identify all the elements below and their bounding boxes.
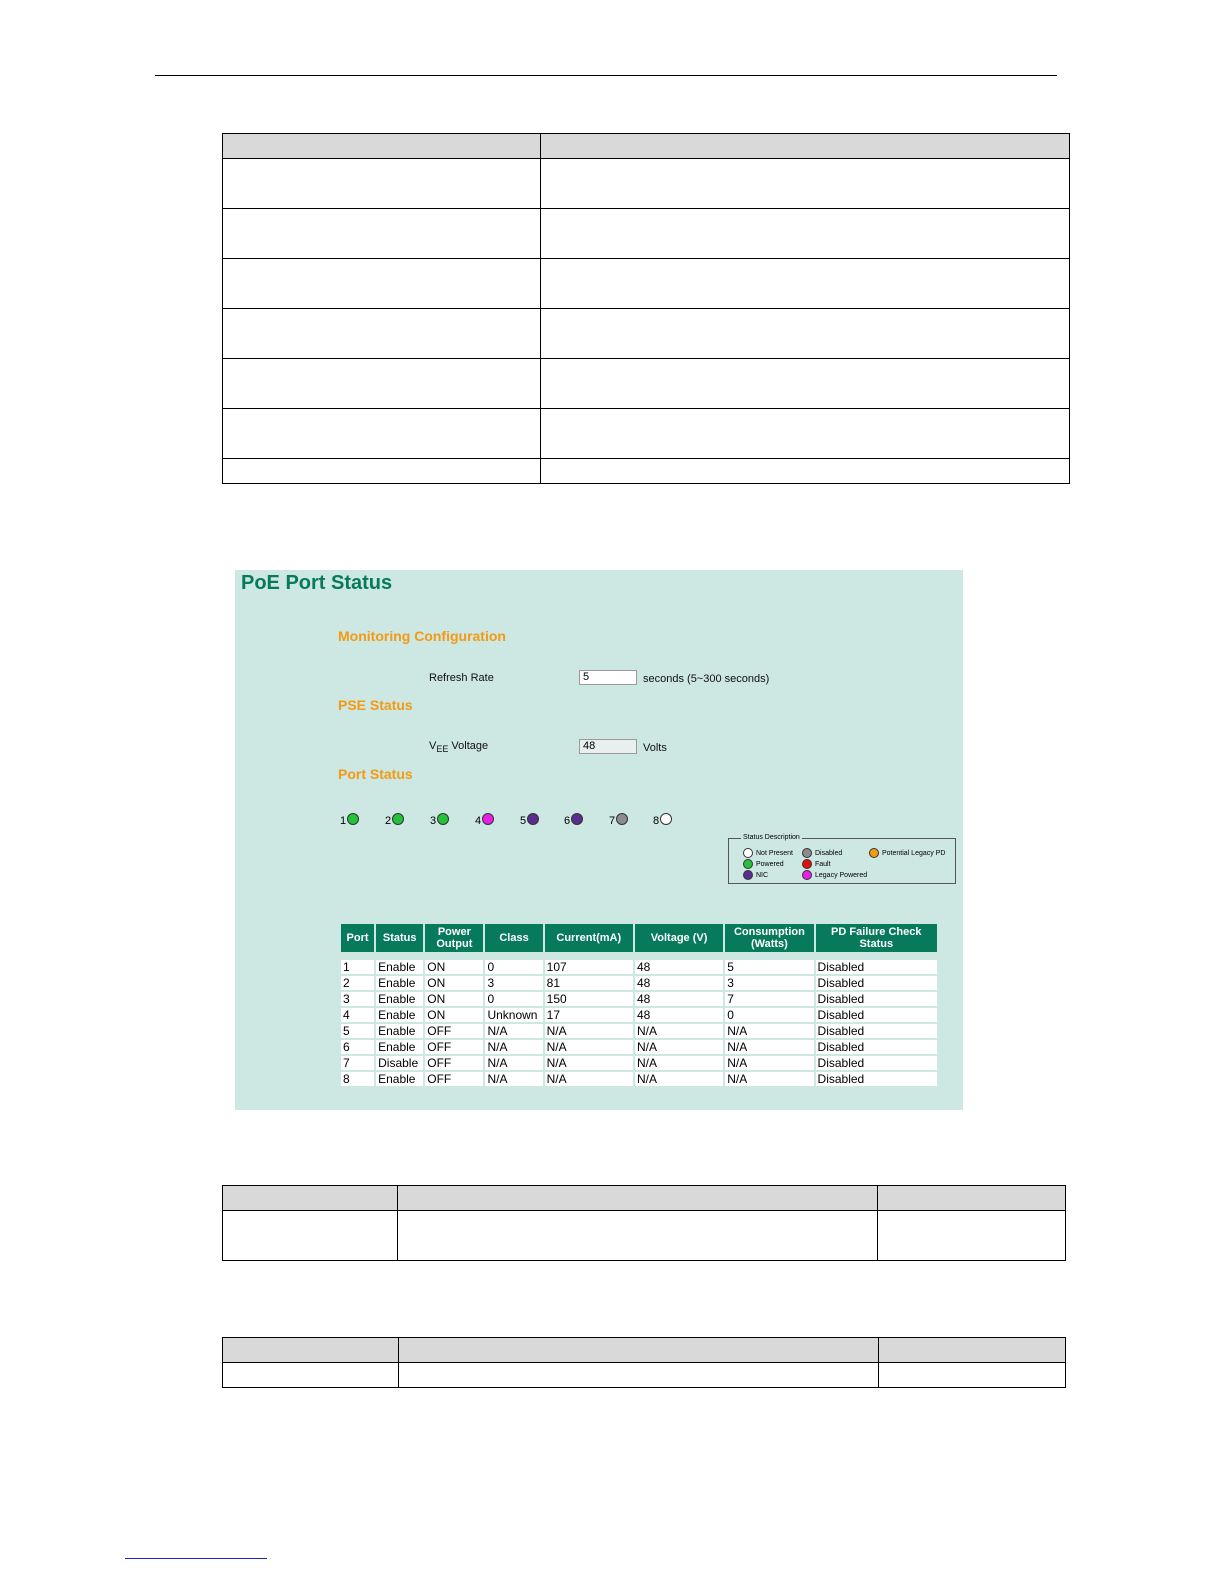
status-dot-icon <box>437 813 449 825</box>
table-row <box>341 1056 937 1070</box>
cell-power-output: ON <box>425 992 483 1006</box>
cell-class: N/A <box>485 1072 542 1086</box>
table-cell <box>223 459 541 484</box>
port-number: 1 <box>340 815 347 827</box>
vee-voltage-unit: Volts <box>643 742 667 754</box>
settings-table-bottom <box>222 1337 1066 1388</box>
monitoring-config-heading: Monitoring Configuration <box>338 628 506 644</box>
port-indicator-5 <box>520 813 539 827</box>
cell-current: 17 <box>545 1008 633 1022</box>
not-present-dot-icon <box>743 848 753 858</box>
legend-label: Not Present <box>756 849 793 857</box>
cell-port: 8 <box>341 1072 374 1086</box>
cell-current: N/A <box>545 1072 633 1086</box>
fault-dot-icon <box>802 859 812 869</box>
table-cell <box>541 309 1070 359</box>
cell-consumption: 5 <box>725 960 813 974</box>
port-number: 5 <box>520 815 527 827</box>
cell-pd-failure: Disabled <box>816 1040 937 1054</box>
cell-voltage: 48 <box>635 1008 723 1022</box>
table-header-cell <box>223 1186 398 1211</box>
cell-class: 0 <box>485 992 542 1006</box>
cell-port: 5 <box>341 1024 374 1038</box>
table-cell <box>398 1211 878 1261</box>
status-dot-icon <box>392 813 404 825</box>
cell-class: 3 <box>485 976 542 990</box>
cell-port: 1 <box>341 960 374 974</box>
column-header: Port <box>341 924 374 952</box>
port-indicator-1 <box>340 813 359 827</box>
cell-current: 150 <box>545 992 633 1006</box>
cell-status: Enable <box>376 992 423 1006</box>
cell-status: Enable <box>376 1040 423 1054</box>
column-header: Status <box>376 924 423 952</box>
cell-port: 3 <box>341 992 374 1006</box>
cell-class: Unknown <box>485 1008 542 1022</box>
cell-class: 0 <box>485 960 542 974</box>
cell-voltage: 48 <box>635 960 723 974</box>
legend-item <box>743 848 793 858</box>
cell-consumption: 3 <box>725 976 813 990</box>
refresh-rate-unit: seconds (5~300 seconds) <box>643 673 770 685</box>
table-cell <box>223 409 541 459</box>
column-header: PD Failure Check Status <box>816 924 937 952</box>
cell-port: 4 <box>341 1008 374 1022</box>
poe-port-status-screenshot <box>235 570 963 1110</box>
port-indicator-8 <box>653 813 672 827</box>
vee-voltage-label <box>429 740 488 754</box>
table-cell <box>541 259 1070 309</box>
legend-label: Powered <box>756 860 784 868</box>
table-row <box>341 1040 937 1054</box>
cell-current: N/A <box>545 1056 633 1070</box>
table-cell <box>541 209 1070 259</box>
vee-main: V <box>429 740 437 752</box>
header-rule <box>155 75 1057 76</box>
table-cell <box>541 459 1070 484</box>
status-dot-icon <box>571 813 583 825</box>
legend-label: Fault <box>815 860 831 868</box>
cell-pd-failure: Disabled <box>816 1072 937 1086</box>
status-dot-icon <box>660 813 672 825</box>
port-number: 3 <box>430 815 437 827</box>
cell-class: N/A <box>485 1056 542 1070</box>
cell-pd-failure: Disabled <box>816 1024 937 1038</box>
column-header: Current(mA) <box>545 924 633 952</box>
cell-power-output: OFF <box>425 1024 483 1038</box>
status-dot-icon <box>482 813 494 825</box>
column-header: Voltage (V) <box>635 924 723 952</box>
potential-legacy-dot-icon <box>869 848 879 858</box>
cell-consumption: N/A <box>725 1024 813 1038</box>
port-indicator-7 <box>609 813 628 827</box>
table-row <box>341 960 937 974</box>
table-cell <box>541 359 1070 409</box>
table-cell <box>878 1211 1066 1261</box>
legacy-powered-dot-icon <box>802 870 812 880</box>
cell-status: Enable <box>376 976 423 990</box>
cell-consumption: N/A <box>725 1072 813 1086</box>
cell-voltage: N/A <box>635 1072 723 1086</box>
cell-power-output: OFF <box>425 1040 483 1054</box>
table-header-cell <box>879 1338 1066 1363</box>
table-header-cell <box>541 134 1070 159</box>
legend-item <box>743 859 784 869</box>
legend-item <box>802 859 831 869</box>
table-row <box>341 992 937 1006</box>
footer-link-underline <box>125 1558 267 1559</box>
vee-subscript: EE <box>436 744 449 755</box>
cell-current: N/A <box>545 1024 633 1038</box>
cell-status: Enable <box>376 1072 423 1086</box>
cell-voltage: N/A <box>635 1024 723 1038</box>
settings-table-middle <box>222 1185 1066 1261</box>
table-header-cell <box>398 1186 878 1211</box>
cell-voltage: 48 <box>635 976 723 990</box>
legend-item <box>802 870 867 880</box>
column-header: Power Output <box>425 924 483 952</box>
table-row <box>341 1024 937 1038</box>
cell-voltage: N/A <box>635 1040 723 1054</box>
status-dot-icon <box>616 813 628 825</box>
table-cell <box>223 1211 398 1261</box>
port-indicator-2 <box>385 813 404 827</box>
cell-port: 2 <box>341 976 374 990</box>
vee-voltage-field: 48 <box>579 739 637 754</box>
cell-current: 81 <box>545 976 633 990</box>
port-number: 2 <box>385 815 392 827</box>
port-number: 4 <box>475 815 482 827</box>
cell-power-output: OFF <box>425 1056 483 1070</box>
table-cell <box>223 159 541 209</box>
table-cell <box>879 1363 1066 1388</box>
column-header: Class <box>485 924 542 952</box>
cell-power-output: OFF <box>425 1072 483 1086</box>
status-dot-icon <box>527 813 539 825</box>
table-cell <box>223 359 541 409</box>
port-number: 8 <box>653 815 660 827</box>
table-row <box>341 1072 937 1086</box>
page-title: PoE Port Status <box>241 572 393 594</box>
cell-pd-failure: Disabled <box>816 976 937 990</box>
vee-rest: Voltage <box>448 740 489 752</box>
table-cell <box>223 259 541 309</box>
table-cell <box>541 159 1070 209</box>
legend-label: Disabled <box>815 849 843 857</box>
cell-class: N/A <box>485 1024 542 1038</box>
disabled-dot-icon <box>802 848 812 858</box>
cell-status: Enable <box>376 1024 423 1038</box>
table-row <box>341 976 937 990</box>
port-status-heading: Port Status <box>338 766 413 782</box>
powered-dot-icon <box>743 859 753 869</box>
legend-label: NIC <box>756 871 769 879</box>
legend-label: Legacy Powered <box>815 871 868 879</box>
column-header: Consumption (Watts) <box>725 924 813 952</box>
port-indicator-6 <box>564 813 583 827</box>
cell-consumption: 7 <box>725 992 813 1006</box>
cell-pd-failure: Disabled <box>816 960 937 974</box>
cell-status: Enable <box>376 960 423 974</box>
nic-dot-icon <box>743 870 753 880</box>
legend-title: Status Description <box>743 834 800 841</box>
spacer <box>341 954 937 958</box>
cell-consumption: N/A <box>725 1040 813 1054</box>
legend-item <box>802 848 842 858</box>
port-indicator-3 <box>430 813 449 827</box>
port-number: 6 <box>564 815 571 827</box>
table-header-cell <box>223 134 541 159</box>
pse-status-heading: PSE Status <box>338 697 413 713</box>
cell-power-output: ON <box>425 976 483 990</box>
cell-voltage: N/A <box>635 1056 723 1070</box>
table-header-cell <box>878 1186 1066 1211</box>
refresh-rate-label: Refresh Rate <box>429 672 494 684</box>
status-dot-icon <box>347 813 359 825</box>
refresh-rate-input[interactable]: 5 <box>579 670 637 685</box>
settings-table-top <box>222 133 1070 484</box>
cell-status: Disable <box>376 1056 423 1070</box>
legend-item <box>869 848 945 858</box>
status-legend <box>728 834 956 884</box>
cell-consumption: N/A <box>725 1056 813 1070</box>
table-cell <box>223 209 541 259</box>
cell-power-output: ON <box>425 1008 483 1022</box>
table-cell <box>541 409 1070 459</box>
cell-pd-failure: Disabled <box>816 1056 937 1070</box>
cell-current: N/A <box>545 1040 633 1054</box>
cell-pd-failure: Disabled <box>816 1008 937 1022</box>
table-header-cell <box>223 1338 399 1363</box>
table-cell <box>223 1363 399 1388</box>
poe-port-table <box>339 922 939 1088</box>
cell-status: Enable <box>376 1008 423 1022</box>
table-row <box>341 1008 937 1022</box>
cell-port: 7 <box>341 1056 374 1070</box>
table-cell <box>223 309 541 359</box>
cell-class: N/A <box>485 1040 542 1054</box>
port-indicator-4 <box>475 813 494 827</box>
cell-consumption: 0 <box>725 1008 813 1022</box>
legend-label: Potential Legacy PD <box>882 849 946 857</box>
legend-item <box>743 870 768 880</box>
cell-pd-failure: Disabled <box>816 992 937 1006</box>
cell-port: 6 <box>341 1040 374 1054</box>
cell-voltage: 48 <box>635 992 723 1006</box>
table-header-cell <box>399 1338 879 1363</box>
port-number: 7 <box>609 815 616 827</box>
cell-current: 107 <box>545 960 633 974</box>
cell-power-output: ON <box>425 960 483 974</box>
table-cell <box>399 1363 879 1388</box>
